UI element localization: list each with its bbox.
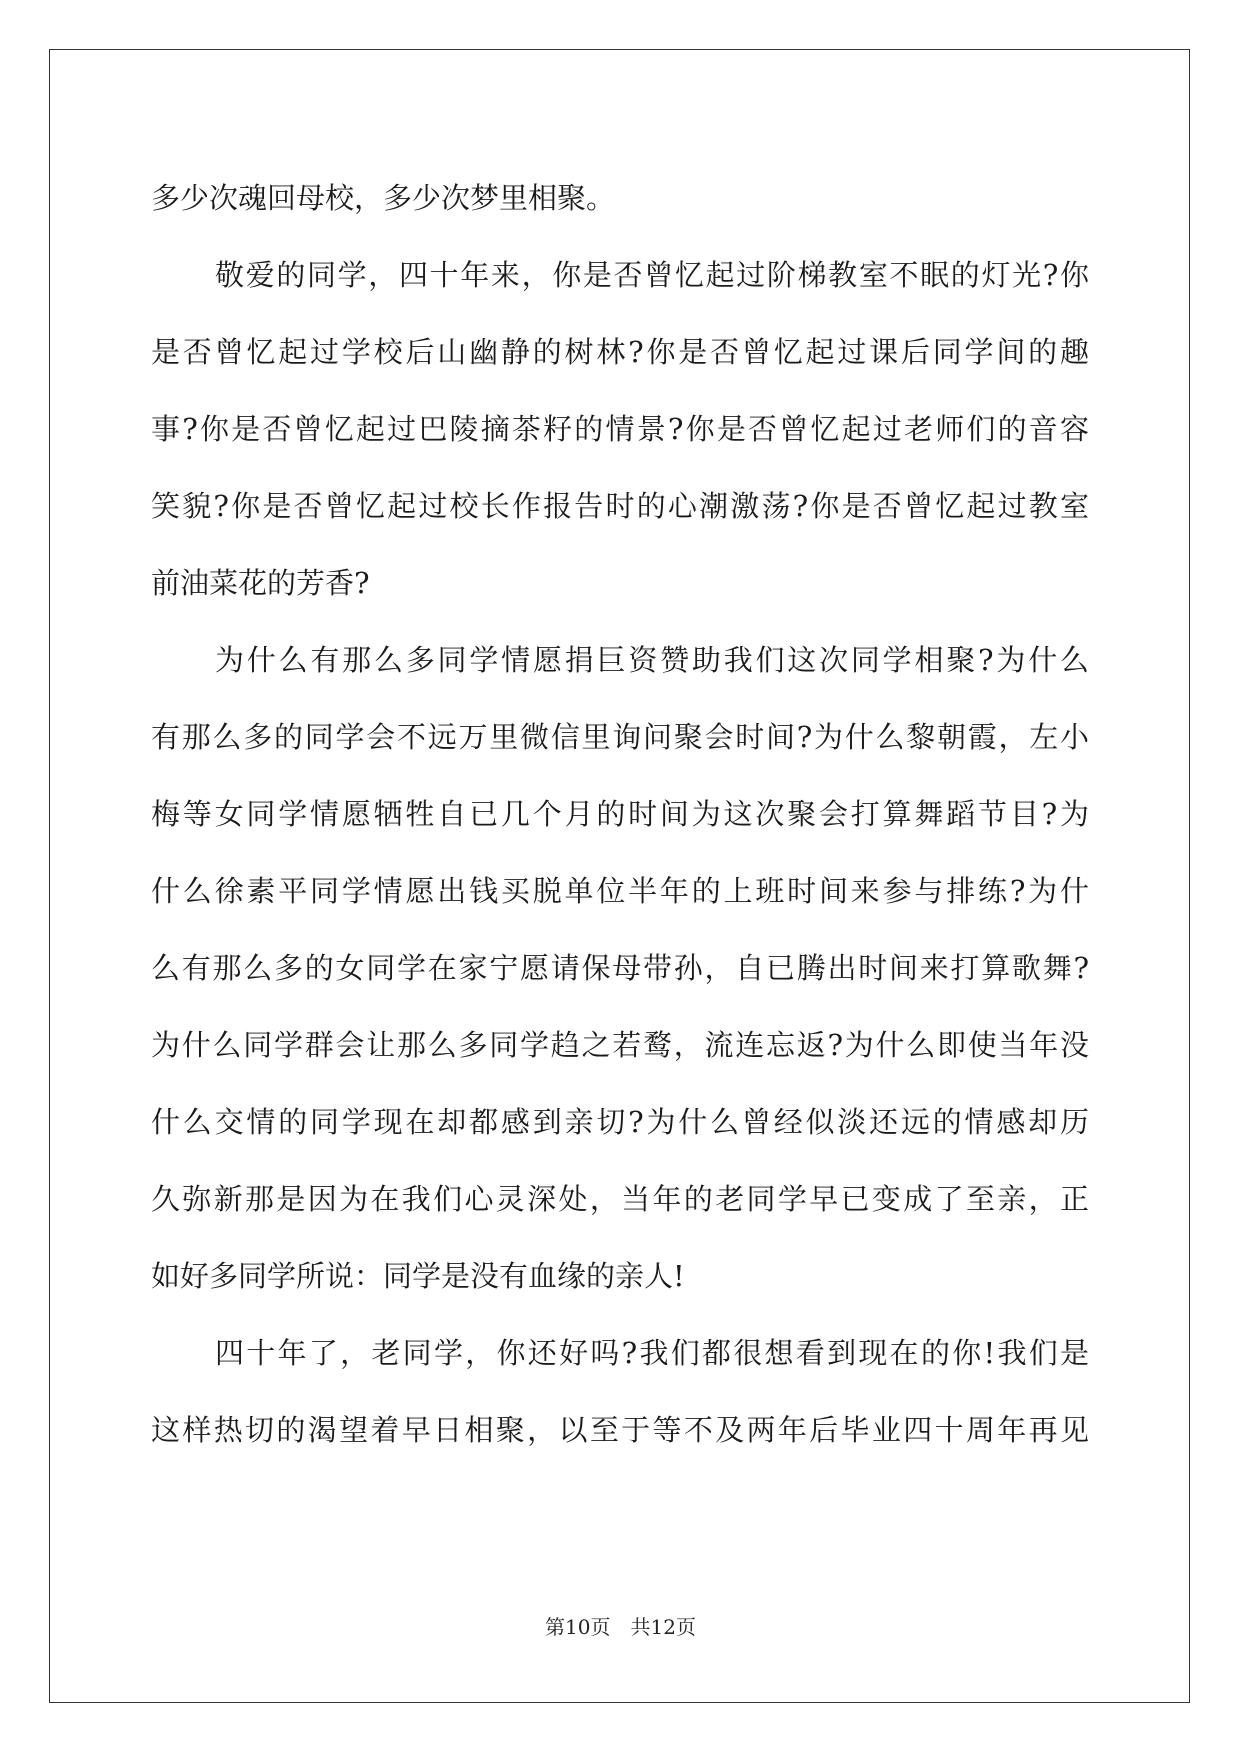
text-line: 什么徐素平同学情愿出钱买脱单位半年的上班时间来参与排练?为什	[151, 874, 1089, 908]
text-line: 久弥新那是因为在我们心灵深处，当年的老同学早已变成了至亲，正	[151, 1182, 1089, 1216]
text-line: 是否曾忆起过学校后山幽静的树林?你是否曾忆起过课后同学间的趣	[151, 335, 1089, 369]
text-line: 么有那么多的女同学在家宁愿请保母带孙，自已腾出时间来打算歌舞?	[151, 951, 1089, 985]
text-line: 笑貌?你是否曾忆起过校长作报告时的心潮激荡?你是否曾忆起过教室	[151, 489, 1089, 523]
text-line: 这样热切的渴望着早日相聚，以至于等不及两年后毕业四十周年再见	[151, 1413, 1089, 1447]
text-line: 有那么多的同学会不远万里微信里询问聚会时间?为什么黎朝霞，左小	[151, 720, 1089, 754]
text-line: 什么交情的同学现在却都感到亲切?为什么曾经似淡还远的情感却历	[151, 1105, 1089, 1139]
page-number-total: 共12页	[630, 1615, 696, 1639]
text-line: 事?你是否曾忆起过巴陵摘茶籽的情景?你是否曾忆起过老师们的音容	[151, 412, 1089, 446]
paragraph-first-line: 敬爱的同学，四十年来，你是否曾忆起过阶梯教室不眠的灯光?你	[215, 258, 1089, 292]
text-line: 为什么同学群会让那么多同学趋之若鹜，流连忘返?为什么即使当年没	[151, 1028, 1089, 1062]
page-footer	[0, 1612, 1241, 1642]
document-body	[151, 160, 1089, 1469]
text-line: 如好多同学所说：同学是没有血缘的亲人!	[151, 1259, 685, 1293]
paragraph-first-line: 四十年了，老同学，你还好吗?我们都很想看到现在的你!我们是	[215, 1336, 1089, 1370]
text-line: 梅等女同学情愿牺牲自已几个月的时间为这次聚会打算舞蹈节目?为	[151, 797, 1089, 831]
page-number-current: 第10页	[545, 1615, 611, 1639]
paragraph-first-line: 为什么有那么多同学情愿捐巨资赞助我们这次同学相聚?为什么	[215, 643, 1089, 677]
text-line: 前油菜花的芳香?	[151, 566, 370, 600]
text-line: 多少次魂回母校，多少次梦里相聚。	[151, 181, 616, 215]
